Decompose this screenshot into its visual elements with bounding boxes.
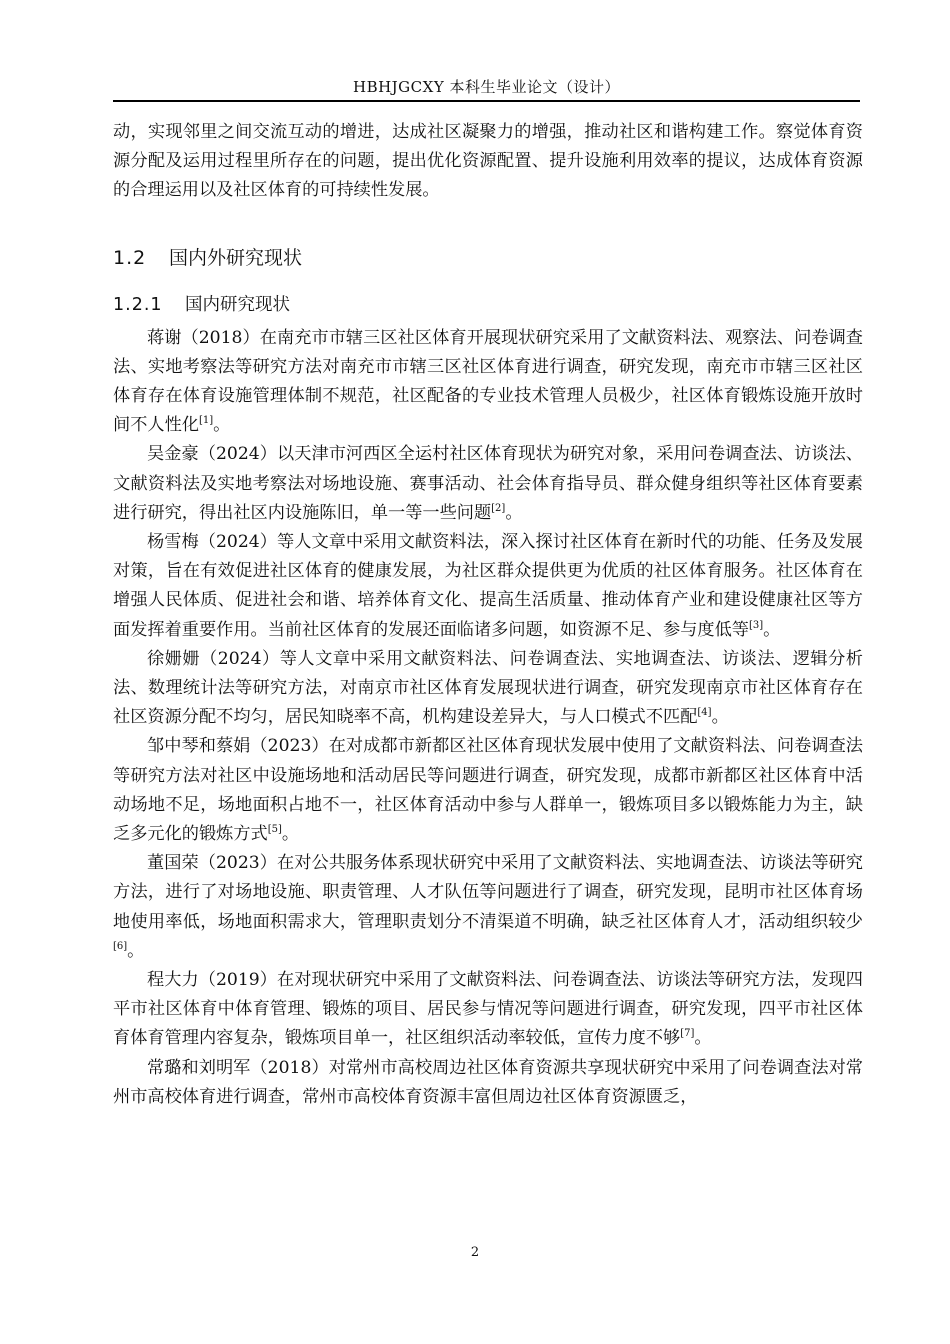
citation-ref: [4] <box>697 707 712 719</box>
page-header-title: HBHJGCXY 本科生毕业论文（设计） <box>352 78 620 96</box>
subsection-title: 国内研究现状 <box>185 294 290 315</box>
body-paragraph <box>113 645 863 733</box>
section-heading <box>113 242 863 274</box>
paragraph-text: 董国荣（2023）在对公共服务体系现状研究中采用了文献资料法、实地调查法、访谈法等研究方法，进行了对场地设施、职责管理、人才队伍等问题进行了调查，研究发现，昆明市社区体育场地使用率低，场地面积需求大，管理职责划分不清渠道不明确，缺乏社区体育人才，活动组织较少 <box>113 853 863 932</box>
citation-ref: [6] <box>113 940 128 952</box>
paragraph-text: 蒋谢（2018）在南充市市辖三区社区体育开展现状研究采用了文献资料法、观察法、问卷调查法、实地考察法等研究方法对南充市市辖三区社区体育进行调查，研究发现，南充市市辖三区社区体育存在体育设施管理体制不规范，社区配备的专业技术管理人员极少，社区体育锻炼设施开放时间不人性化 <box>113 327 863 436</box>
body-paragraph <box>113 528 863 645</box>
body-paragraph <box>113 966 863 1054</box>
subsection-number: 1.2.1 <box>113 294 163 315</box>
citation-ref: [1] <box>198 415 214 427</box>
paragraph-text: 徐姗姗（2024）等人文章中采用文献资料法、问卷调查法、实地调查法、访谈法、逻辑分析法、数理统计法等研究方法，对南京市社区体育发展现状进行调查，研究发现南京市社区体育存在社区资源分配不均匀，居民知晓率不高，机构建设差异大，与人口模式不匹配 <box>113 648 863 728</box>
paragraph-text: 常璐和刘明军（2018）对常州市高校周边社区体育资源共享现状研究中采用了问卷调查法对常州市高校体育进行调查，常州市高校体育资源丰富但周边社区体育资源匮乏， <box>113 1057 863 1107</box>
paragraph-end: 。 <box>763 619 781 640</box>
body-paragraph <box>113 440 863 528</box>
citation-ref: [3] <box>748 619 764 631</box>
paragraph-end: 。 <box>213 415 231 436</box>
citation-ref: [5] <box>267 824 282 836</box>
body-paragraph <box>113 324 863 441</box>
paragraph-end: 。 <box>694 1028 712 1049</box>
paragraph-end: 。 <box>281 824 300 845</box>
citation-ref: [7] <box>680 1028 695 1040</box>
body-paragraph <box>113 849 863 966</box>
page-number: 2 <box>470 1245 480 1260</box>
section-title: 国内外研究现状 <box>169 246 303 269</box>
paragraph-text: 程大力（2019）在对现状研究中采用了文献资料法、问卷调查法、访谈法等研究方法，发现四平市社区体育中体育管理、锻炼的项目、居民参与情况等问题进行调查，研究发现，四平市社区体育体育管理内容复杂，锻炼项目单一，社区组织活动率较低，宣传力度不够 <box>113 970 863 1049</box>
paragraph-end: 。 <box>127 940 145 961</box>
section-number: 1.2 <box>113 246 147 269</box>
intro-paragraph: 动，实现邻里之间交流互动的增进，达成社区凝聚力的增强，推动社区和谐构建工作。察觉体育资源分配及运用过程里所存在的问题，提出优化资源配置、提升设施利用效率的提议，达成体育资源的合理运用以及社区体育的可持续性发展。 <box>113 122 863 201</box>
paragraph-text: 杨雪梅（2024）等人文章中采用文献资料法，深入探讨社区体育在新时代的功能、任务及发展对策，旨在有效促进社区体育的健康发展，为社区群众提供更为优质的社区体育服务。社区体育在增强人民体质、促进社会和谐、培养体育文化、提高生活质量、推动体育产业和建设健康社区等方面发挥着重要作用。当前社区体育的发展还面临诸多问题，如资源不足、参与度低等 <box>113 532 863 640</box>
body-paragraph <box>113 1054 863 1112</box>
paragraph-text: 吴金豪（2024）以天津市河西区全运村社区体育现状为研究对象，采用问卷调查法、访谈法、文献资料法及实地考察法对场地设施、赛事活动、社会体育指导员、群众健身组织等社区体育要素进行研究，得出社区内设施陈旧，单一等一些问题 <box>113 444 863 523</box>
paragraph-text: 邹中琴和蔡娟（2023）在对成都市新都区社区体育现状发展中使用了文献资料法、问卷调查法等研究方法对社区中设施场地和活动居民等问题进行调查，研究发现，成都市新都区社区体育中活动场地不足，场地面积占地不一，社区体育活动中参与人群单一，锻炼项目多以锻炼能力为主，缺乏多元化的锻炼方式 <box>113 736 863 845</box>
page-body <box>113 118 863 1112</box>
body-paragraph <box>113 732 863 849</box>
subsection-heading <box>113 290 863 324</box>
paragraph-end: 。 <box>505 502 523 523</box>
paragraph-end: 。 <box>711 707 729 728</box>
citation-ref: [2] <box>491 502 506 514</box>
header-divider <box>113 100 860 102</box>
